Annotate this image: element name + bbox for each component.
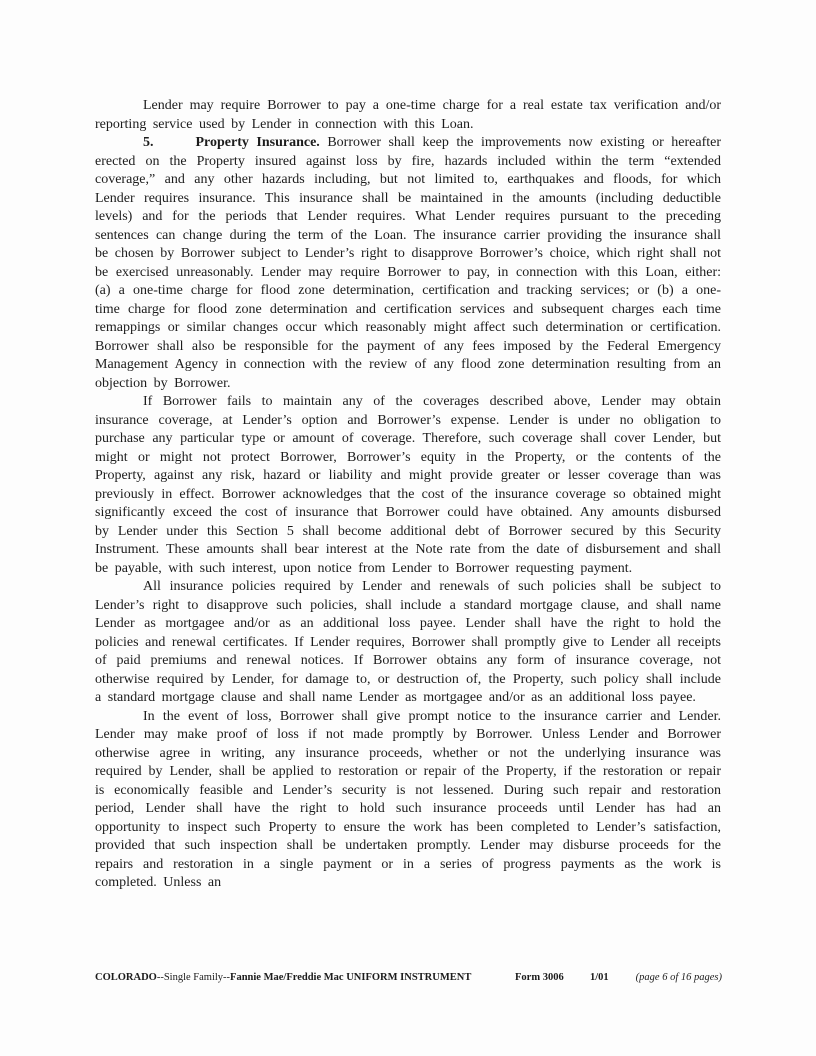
section-heading: Property Insurance. <box>195 135 320 150</box>
footer-instrument: Fannie Mae/Freddie Mac UNIFORM INSTRUMENT <box>230 972 472 983</box>
section-number: 5. <box>143 135 154 150</box>
footer-family: --Single Family-- <box>156 972 231 983</box>
footer-form-number: Form 3006 <box>515 972 564 983</box>
paragraph-insurance-policies: All insurance policies required by Lender and renewals of such policies shall be subject to Lender’s right to disapprove such policies, shall include a standard mortgage clause, and shall name Lender as mortgagee and/or as an additional loss payee. Lender shall have the right to hold the policies and renewal certificates. If Lender requires, Borrower shall promptly give to Lender all receipts of paid premiums and renewal notices. If Borrower obtains any form of insurance coverage, not otherwise required by Lender, for damage to, or destruction of, the Property, such policy shall include a standard mortgage clause and shall name Lender as mortgagee and/or as an additional loss payee. <box>95 579 721 705</box>
footer-page-number: (page 6 of 16 pages) <box>635 972 722 983</box>
paragraph-failure-to-maintain-coverage: If Borrower fails to maintain any of the coverages described above, Lender may obtain insurance coverage, at Lender’s option and Borrower’s expense. Lender is under no obligation to purchase any particular type or amount of coverage. Therefore, such coverage shall cover Lender, but might or might not protect Borrower, Borrower’s equity in the Property, or the contents of the Property, against any risk, hazard or liability and might provide greater or lesser coverage than was previously in effect. Borrower acknowledges that the cost of the insurance coverage so obtained might significantly exceed the cost of insurance that Borrower could have obtained. Any amounts disbursed by Lender under this Section 5 shall become additional debt of Borrower secured by this Security Instrument. These amounts shall bear interest at the Note rate from the date of disbursement and shall be payable, with such interest, upon notice from Lender to Borrower requesting payment. <box>95 394 721 576</box>
paragraph-event-of-loss: In the event of loss, Borrower shall give prompt notice to the insurance carrier and Lender. Lender may make proof of loss if not made promptly by Borrower. Unless Lender and Borrower otherwise agree in writing, any insurance proceeds, whether or not the underlying insurance was required by Lender, shall be applied to restoration or repair of the Property, if the restoration or repair is economically feasible and Lender’s security is not lessened. During such repair and restoration period, Lender shall have the right to hold such insurance proceeds until Lender has had an opportunity to inspect such Property to ensure the work has been completed to Lender’s satisfaction, provided that such inspection shall be undertaken promptly. Lender may disburse proceeds for the repairs and restoration in a single payment or in a series of progress payments as the work is completed. Unless an <box>95 708 721 890</box>
document-body <box>95 97 721 893</box>
paragraph-tax-verification: Lender may require Borrower to pay a one-time charge for a real estate tax verification and/or reporting service used by Lender in connection with this Loan. <box>95 98 721 132</box>
footer-instrument-label <box>95 971 471 985</box>
page-footer <box>95 971 722 987</box>
footer-form-version: 1/01 <box>590 972 609 983</box>
paragraph-section-5-property-insurance <box>95 134 721 393</box>
paragraph-text: Borrower shall keep the improvements now existing or hereafter erected on the Property insured against loss by fire, hazards included within the term “extended coverage,” and any other hazards including, but not limited to, earthquakes and floods, for which Lender requires insurance. This insurance shall be maintained in the amounts (including deductible levels) and for the periods that Lender requires. What Lender requires pursuant to the preceding sentences can change during the term of the Loan. The insurance carrier providing the insurance shall be chosen by Borrower subject to Lender’s right to disapprove Borrower’s choice, which right shall not be exercised unreasonably. Lender may require Borrower to pay, in connection with this Loan, either: (a) a one-time charge for flood zone determination, certification and tracking services; or (b) a one-time charge for flood zone determination and certification services and subsequent charges each time remappings or similar changes occur which reasonably might affect such determination or certification. Borrower shall also be responsible for the payment of any fees imposed by the Federal Emergency Management Agency in connection with the review of any flood zone determination resulting from an objection by Borrower. <box>95 135 721 391</box>
footer-state: COLORADO <box>95 972 157 983</box>
